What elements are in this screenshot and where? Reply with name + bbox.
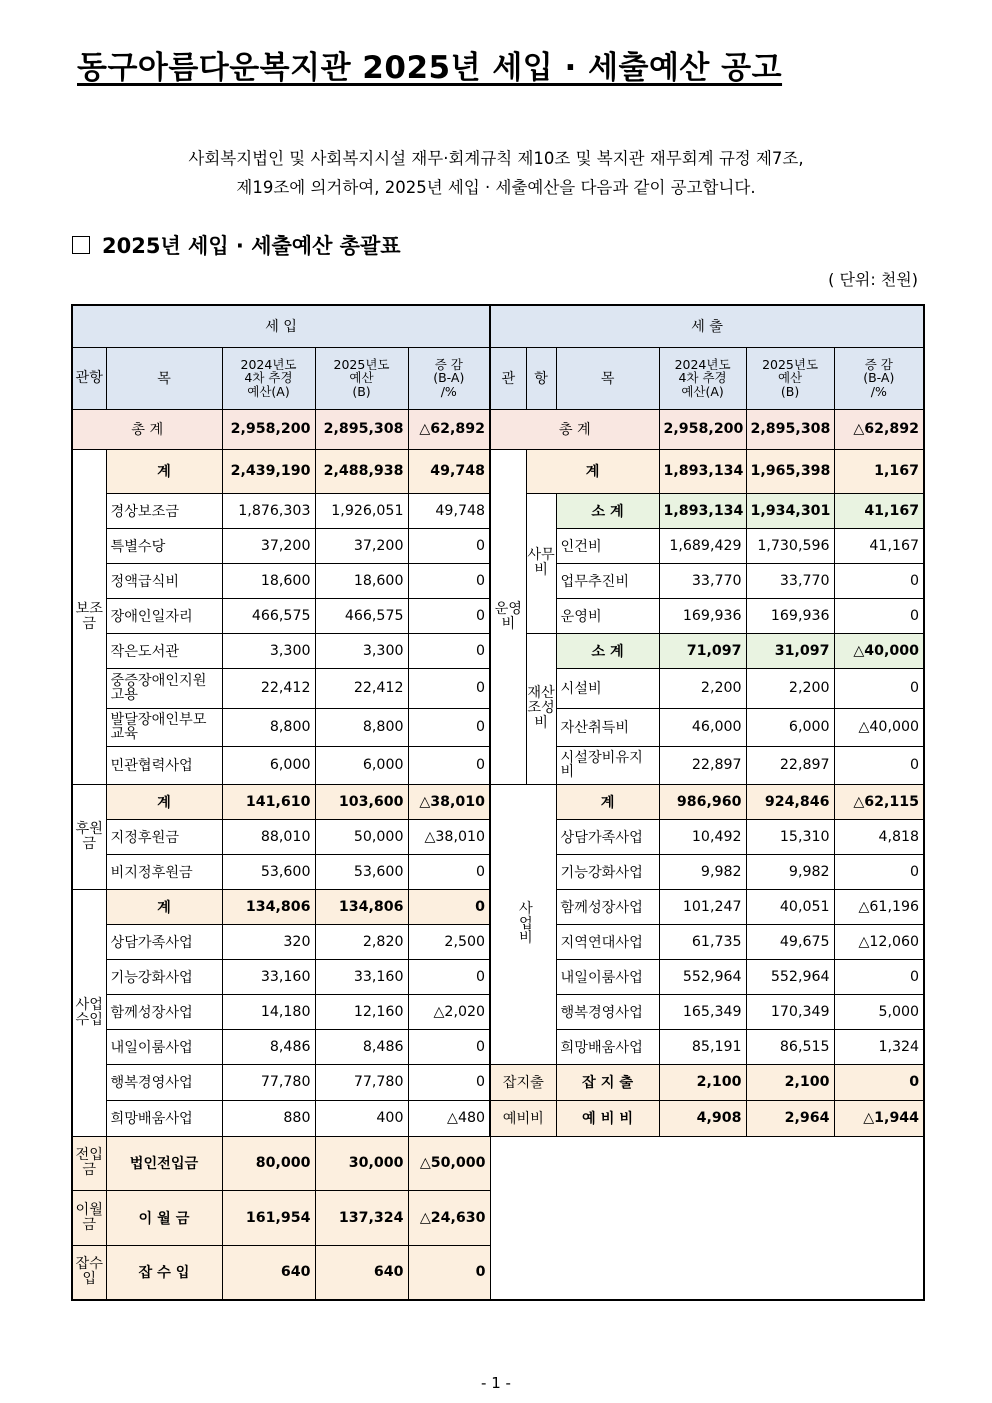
table-row: 장애인일자리 466,575 466,575 0 운영비 169,936 169,936 0 bbox=[72, 598, 924, 633]
empty-area bbox=[490, 1136, 924, 1300]
table-row: 발달장애인부모교육 8,800 8,800 0 자산취득비 46,000 6,000 △40,000 bbox=[72, 708, 924, 746]
table-row: 경상보조금 1,876,303 1,926,051 49,748 사무비 소 계 1,893,134 1,934,301 41,167 bbox=[72, 493, 924, 528]
table-row: 행복경영사업 77,780 77,780 0 잡지출 잡 지 출 2,100 2,100 0 bbox=[72, 1064, 924, 1100]
income-header: 세 입 bbox=[72, 305, 490, 347]
header-hang: 항 bbox=[526, 347, 556, 409]
table-row: 기능강화사업 33,160 33,160 0 내일이룸사업 552,964 552,964 0 bbox=[72, 959, 924, 994]
header-mok-ex: 목 bbox=[556, 347, 659, 409]
checkbox-square-icon bbox=[72, 236, 90, 254]
income-group-carryover: 이월금 bbox=[72, 1190, 106, 1245]
table-row: 사업수입 계 134,806 134,806 0 함께성장사업 101,247 40,051 △61,196 bbox=[72, 889, 924, 924]
table-row: 작은도서관 3,300 3,300 0 재산조성비 소 계 71,097 31,097 △40,000 bbox=[72, 633, 924, 668]
expense-hang-property: 재산조성비 bbox=[526, 633, 556, 784]
header-col-a-ex: 2024년도 4차 추경 예산(A) bbox=[659, 347, 746, 409]
expense-header: 세 출 bbox=[490, 305, 924, 347]
section-title: 2025년 세입 · 세출예산 총괄표 bbox=[102, 234, 401, 258]
expense-group-operation: 운영비 bbox=[490, 449, 526, 784]
income-group-donation: 후원금 bbox=[72, 784, 106, 889]
expense-gwan-reserve: 예비비 bbox=[490, 1100, 556, 1136]
page-title: 동구아름다운복지관 2025년 세입 · 세출예산 공고 bbox=[77, 50, 783, 86]
table-row: 이월금 이 월 금 161,954 137,324 △24,630 bbox=[72, 1190, 924, 1245]
header-col-a: 2024년도 4차 추경 예산(A) bbox=[222, 347, 315, 409]
page-number: - 1 - bbox=[481, 1374, 511, 1392]
header-gwanhang: 관항 bbox=[72, 347, 106, 409]
table-row: 보조금 계 2,439,190 2,488,938 49,748 운영비 계 1,893,134 1,965,398 1,167 bbox=[72, 449, 924, 493]
table-row: 전입금 법인전입금 80,000 30,000 △50,000 bbox=[72, 1136, 924, 1190]
unit-label: ( 단위: 천원) bbox=[828, 270, 918, 289]
table-row: 잡수입 잡 수 입 640 640 0 bbox=[72, 1245, 924, 1300]
header-col-diff-ex: 증 감 (B-A) /% bbox=[834, 347, 924, 409]
table-row: 특별수당 37,200 37,200 0 인건비 1,689,429 1,730,596 41,167 bbox=[72, 528, 924, 563]
header-col-b: 2025년도 예산 (B) bbox=[315, 347, 408, 409]
income-group-business: 사업수입 bbox=[72, 889, 106, 1136]
table-row: 비지정후원금 53,600 53,600 0 기능강화사업 9,982 9,982 0 bbox=[72, 854, 924, 889]
total-row: 총 계 2,958,200 2,895,308 △62,892 총 계 2,958,200 2,895,308 △62,892 bbox=[72, 409, 924, 449]
intro-line-1: 사회복지법인 및 사회복지시설 재무·회계규칙 제10조 및 복지관 재무회계 규정 제7조, bbox=[188, 149, 804, 168]
header-col-diff: 증 감 (B-A) /% bbox=[408, 347, 490, 409]
income-group-misc: 잡수입 bbox=[72, 1245, 106, 1300]
section-heading bbox=[72, 230, 401, 260]
expense-hang-office: 사무비 bbox=[526, 493, 556, 633]
table-row: 상담가족사업 320 2,820 2,500 지역연대사업 61,735 49,675 △12,060 bbox=[72, 924, 924, 959]
budget-summary-table bbox=[71, 304, 925, 1301]
expense-group-business: 사업비 bbox=[490, 784, 556, 1064]
table-row: 정액급식비 18,600 18,600 0 업무추진비 33,770 33,770 0 bbox=[72, 563, 924, 598]
income-group-transfer: 전입금 bbox=[72, 1136, 106, 1190]
table-row: 후원금 계 141,610 103,600 △38,010 사업비 계 986,960 924,846 △62,115 bbox=[72, 784, 924, 819]
table-row: 중증장애인지원고용 22,412 22,412 0 시설비 2,200 2,200 0 bbox=[72, 668, 924, 708]
table-row: 함께성장사업 14,180 12,160 △2,020 행복경영사업 165,349 170,349 5,000 bbox=[72, 994, 924, 1029]
income-group-subsidy: 보조금 bbox=[72, 449, 106, 784]
table-row: 지정후원금 88,010 50,000 △38,010 상담가족사업 10,492 15,310 4,818 bbox=[72, 819, 924, 854]
header-gwan: 관 bbox=[490, 347, 526, 409]
expense-gwan-misc: 잡지출 bbox=[490, 1064, 556, 1100]
table-row: 내일이룸사업 8,486 8,486 0 희망배움사업 85,191 86,515 1,324 bbox=[72, 1029, 924, 1064]
header-col-b-ex: 2025년도 예산 (B) bbox=[746, 347, 834, 409]
intro-line-2: 제19조에 의거하여, 2025년 세입 · 세출예산을 다음과 같이 공고합니다. bbox=[236, 178, 756, 197]
header-mok: 목 bbox=[106, 347, 222, 409]
table-row: 민관협력사업 6,000 6,000 0 시설장비유지비 22,897 22,897 0 bbox=[72, 746, 924, 784]
table-row: 희망배움사업 880 400 △480 예비비 예 비 비 4,908 2,964 △1,944 bbox=[72, 1100, 924, 1136]
